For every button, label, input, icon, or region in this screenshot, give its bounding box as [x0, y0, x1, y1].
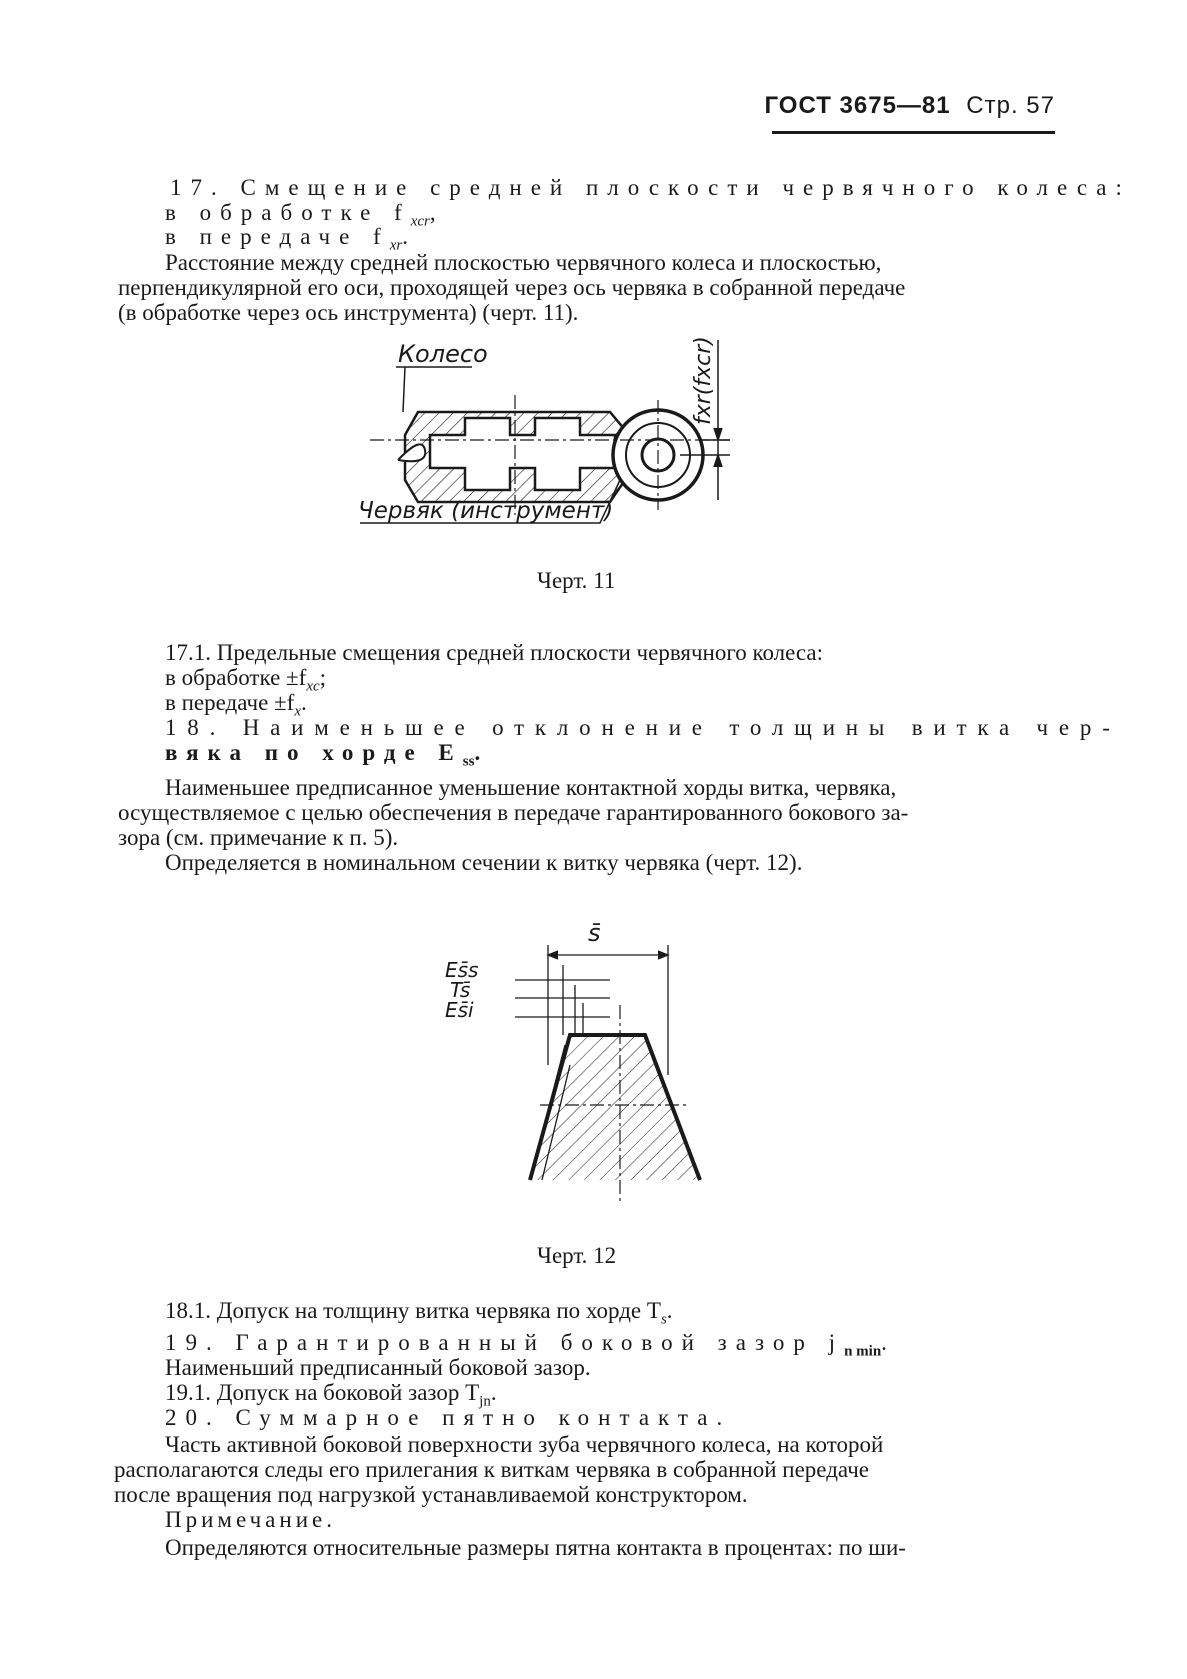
figure-11-drawing [358, 336, 790, 570]
p18-1: 18.1. Допуск на толщину витка червяка по хорде $T_s$. [165, 1298, 673, 1328]
p20-body-2: располагаются следы его прилегания к виткам червяка в собранной передаче [114, 1457, 869, 1482]
p17-1-processing: в обработке $\pm f_{xc}$; [165, 665, 327, 695]
p18-body-2: осуществляемое с целью обеспечения в передаче гарантированного бокового за- [118, 800, 909, 825]
p17-1-title: 17.1. Предельные смещения средней плоскости червячного колеса: [165, 640, 824, 665]
p18-body-3: зора (см. примечание к п. 5). [118, 825, 399, 850]
p17-title: 17. Смещение средней плоскости червячного колеса: [170, 175, 1131, 200]
fig12-caption: Черт. 12 [537, 1243, 617, 1268]
p18-title-a: 18. Наименьшее отклонение толщины витка чер- [165, 715, 1121, 740]
p17-1-transmission: в передаче $\pm f_x$. [165, 690, 307, 720]
p18-title-b: вяка по хорде $E_{ss}$. [165, 740, 490, 770]
fig12-ess-label: Es̄s [445, 958, 479, 982]
p20-body-3: после вращения под нагрузкой устанавливаемой конструктором. [114, 1482, 748, 1507]
p17-body-3: (в обработке через ось инструмента) (черт. 11). [118, 300, 579, 325]
p20-body-4: Определяются относительные размеры пятна контакта в процентах: по ши- [165, 1535, 906, 1560]
p19-body: Наименьший предписанный боковой зазор. [165, 1355, 591, 1380]
p17-transmission: в передаче $f_{xr}$. [165, 224, 417, 254]
fig12-s-label: s̄ [588, 919, 601, 947]
gost-number: ГОСТ 3675—81 [764, 92, 951, 119]
page-header [765, 92, 1055, 120]
fig11-caption: Черт. 11 [537, 568, 616, 593]
figure-12-drawing [445, 905, 720, 1225]
fig12-esi-label: Es̄i [445, 998, 474, 1022]
p20-body-1: Часть активной боковой поверхности зуба червячного колеса, на которой [165, 1432, 884, 1457]
fig11-worm-label: Червяк (инструмент) [358, 498, 614, 524]
page-number: Стр. 57 [966, 92, 1055, 119]
p17-processing: в обработке $f_{xcr}$, [165, 200, 445, 230]
p18-body-1: Наименьшее предписанное уменьшение контактной хорды витка, червяка, [165, 775, 897, 800]
p19-1: 19.1. Допуск на боковой зазор $T_{jn}$. [165, 1380, 497, 1410]
fig12-ts-label: Ts̄ [450, 978, 471, 1002]
p19-title: 19. Гарантированный боковой зазор $j_{n min}$. [165, 1330, 896, 1360]
fig11-dimension-label: fxr(fxcr) [691, 336, 716, 425]
p20-title: 20. Суммарное пятно контакта. [165, 1405, 732, 1430]
p17-body-2: перпендикулярной его оси, проходящей через ось червяка в собранной передаче [118, 275, 906, 300]
p18-body-4: Определяется в номинальном сечении к витку червяка (черт. 12). [165, 850, 803, 875]
p17-body-1: Расстояние между средней плоскостью червячного колеса и плоскостью, [165, 250, 882, 275]
header-rule [772, 131, 1055, 134]
fig11-wheel-label: Колесо [398, 340, 488, 368]
p20-note-label: Примечание. [165, 1507, 336, 1532]
